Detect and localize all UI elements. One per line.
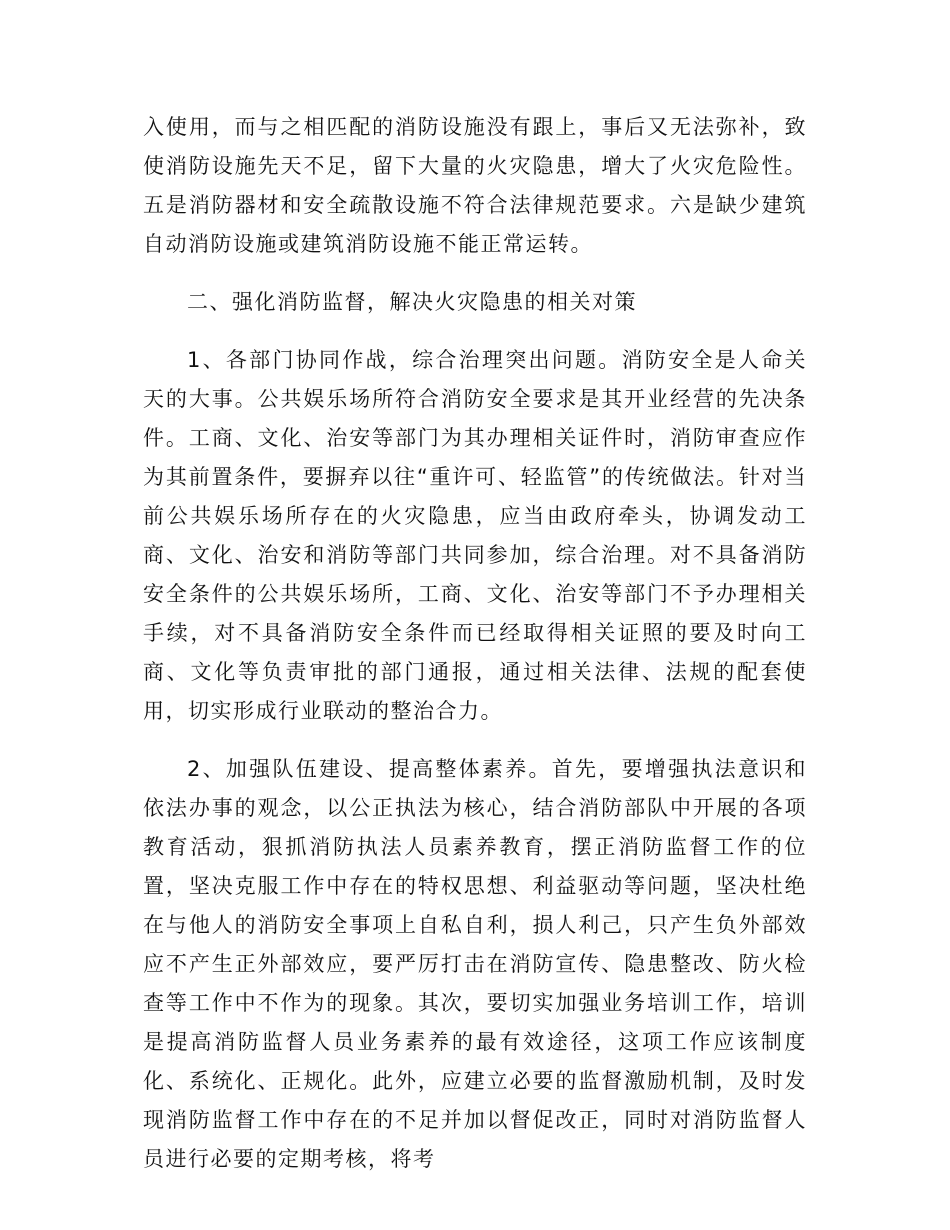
paragraph-item-2: 2、加强队伍建设、提高整体素养。首先，要增强执法意识和依法办事的观念，以公正执法为核心，结合消防部队中开展的各项教育活动，狠抓消防执法人员素养教育，摆正消防监督工作的位置，坚决克服工作中存在的特权思想、利益驱动等问题，坚决杜绝在与他人的消防安全事项上自私自利，损人利己，只产生负外部效应不产生正外部效应，要严厉打击在消防宣传、隐患整改、防火检查等工作中不作为的现象。其次，要切实加强业务培训工作，培训是提高消防监督人员业务素养的最有效途径，这项工作应该制度化、系统化、正规化。此外，应建立必要的监督激励机制，及时发现消防监督工作中存在的不足并加以督促改正，同时对消防监督人员进行必要的定期考核，将考 [143, 757, 807, 1171]
paragraph-item-1: 1、各部门协同作战，综合治理突出问题。消防安全是人命关天的大事。公共娱乐场所符合消防安全要求是其开业经营的先决条件。工商、文化、治安等部门为其办理相关证件时，消防审查应作为其前置条件，要摒弃以往“重许可、轻监管”的传统做法。针对当前公共娱乐场所存在的火灾隐患，应当由政府牵头，协调发动工商、文化、治安和消防等部门共同参加，综合治理。对不具备消防安全条件的公共娱乐场所，工商、文化、治安等部门不予办理相关手续，对不具备消防安全条件而已经取得相关证照的要及时向工商、文化等负责审批的部门通报，通过相关法律、法规的配套使用，切实形成行业联动的整治合力。 [143, 348, 807, 723]
document-body [143, 108, 807, 1198]
paragraph-continuation: 入使用，而与之相匹配的消防设施没有跟上，事后又无法弥补，致使消防设施先天不足，留下大量的火灾隐患，增大了火灾危险性。五是消防器材和安全疏散设施不符合法律规范要求。六是缺少建筑自动消防设施或建筑消防设施不能正常运转。 [143, 115, 807, 256]
section-heading: 二、强化消防监督，解决火灾隐患的相关对策 [187, 290, 637, 314]
